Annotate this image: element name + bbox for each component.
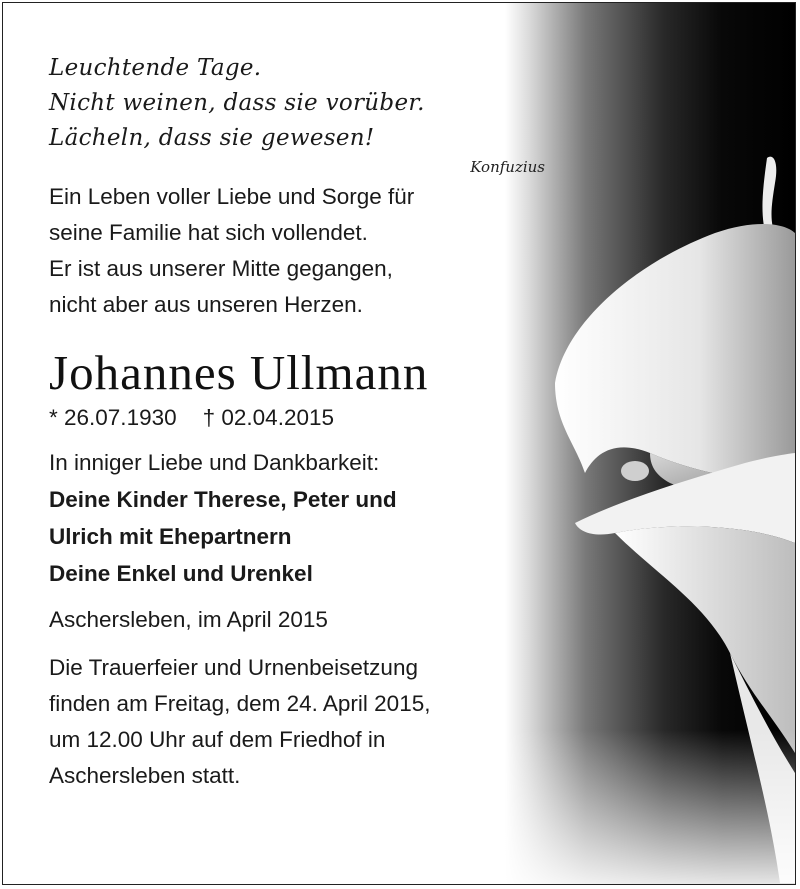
quote xyxy=(49,51,609,156)
intro-line: nicht aber aus unseren Herzen. xyxy=(49,292,363,317)
intro-paragraph xyxy=(49,179,609,323)
funeral-line: um 12.00 Uhr auf dem Friedhof in xyxy=(49,727,386,752)
obituary-card xyxy=(2,2,796,885)
quote-author: Konfuzius xyxy=(470,158,545,176)
place-date: Aschersleben, im April 2015 xyxy=(49,607,328,632)
death-date: † 02.04.2015 xyxy=(202,405,334,430)
quote-line: Leuchtende Tage. xyxy=(49,55,262,81)
family-list xyxy=(49,481,609,592)
intro-line: seine Familie hat sich vollendet. xyxy=(49,220,368,245)
obituary-text xyxy=(49,51,609,794)
family-line: Deine Enkel und Urenkel xyxy=(49,561,313,586)
funeral-line: finden am Freitag, dem 24. April 2015, xyxy=(49,691,431,716)
funeral-line: Die Trauerfeier und Urnenbeisetzung xyxy=(49,655,418,680)
intro-line: Er ist aus unserer Mitte gegangen, xyxy=(49,256,393,281)
birth-date: * 26.07.1930 xyxy=(49,405,177,430)
life-dates xyxy=(49,403,609,433)
thanks-line: In inniger Liebe und Dankbarkeit: xyxy=(49,450,380,475)
family-line: Deine Kinder Therese, Peter und xyxy=(49,487,397,512)
funeral-line: Aschersleben statt. xyxy=(49,763,241,788)
deceased-name: Johannes Ullmann xyxy=(49,345,429,400)
family-line: Ulrich mit Ehepartnern xyxy=(49,524,292,549)
quote-line: Lächeln, dass sie gewesen! xyxy=(49,125,375,151)
funeral-info xyxy=(49,650,609,794)
quote-line: Nicht weinen, dass sie vorüber. xyxy=(49,90,425,116)
intro-line: Ein Leben voller Liebe und Sorge für xyxy=(49,184,415,209)
